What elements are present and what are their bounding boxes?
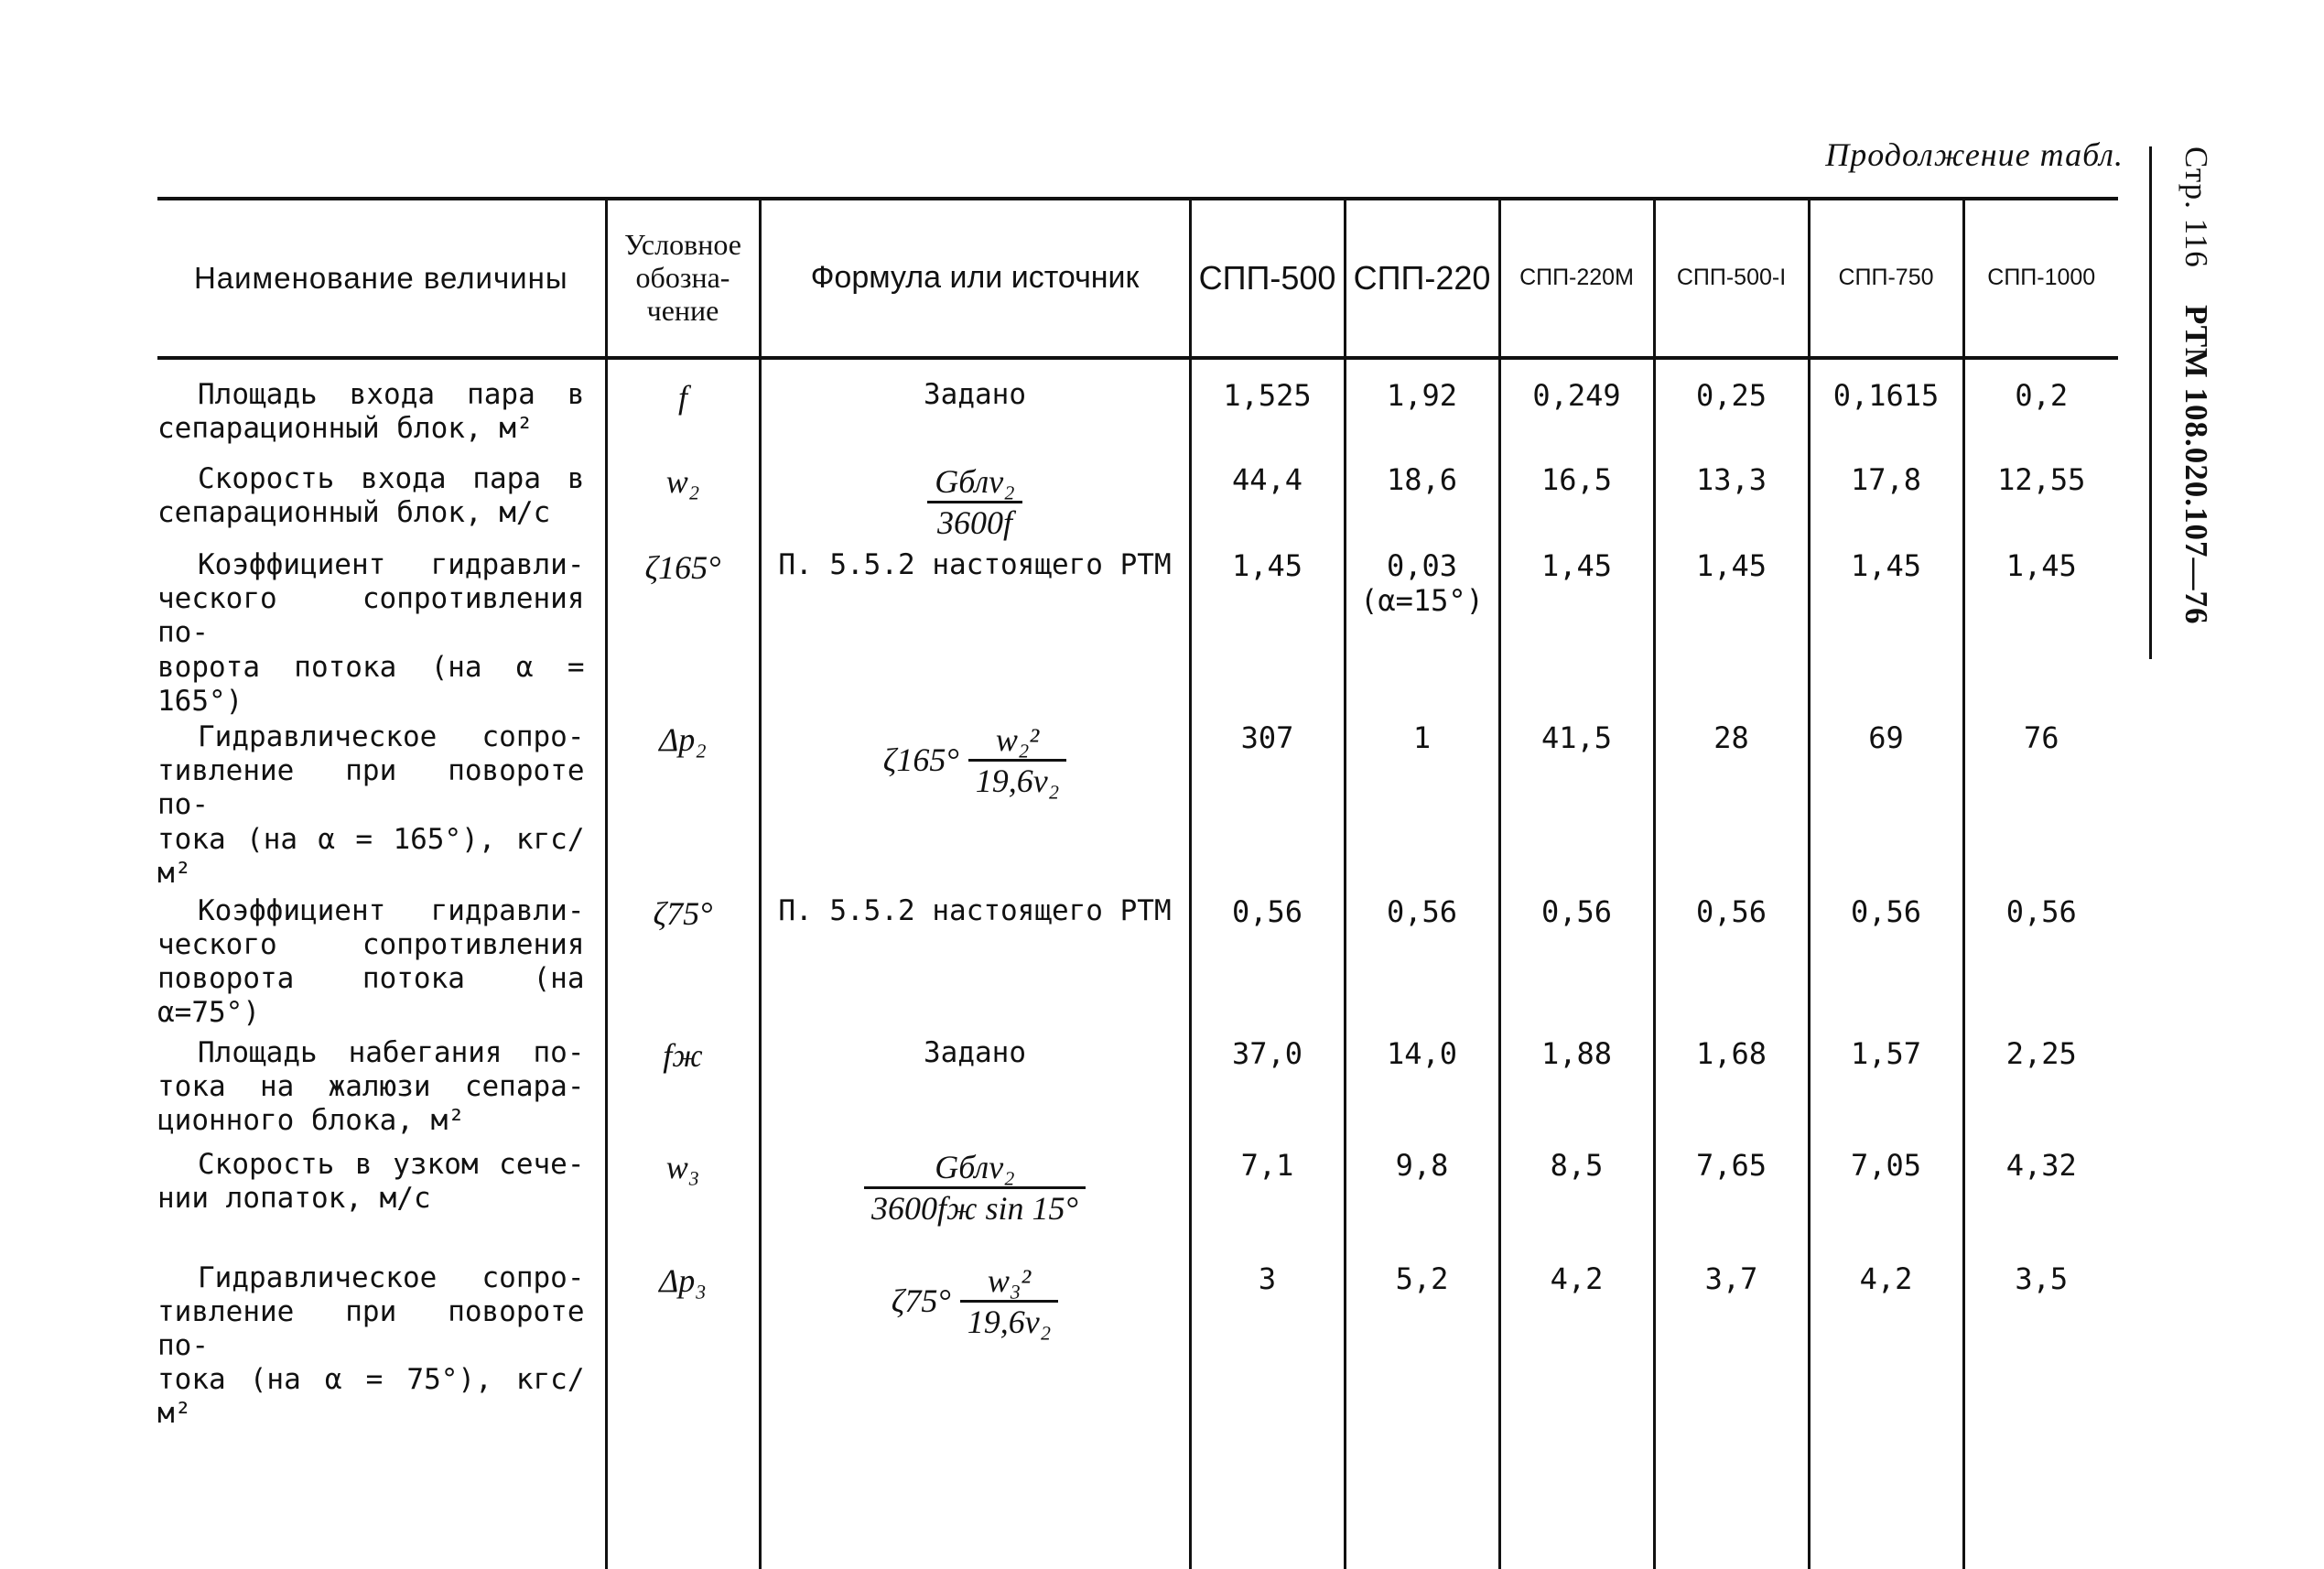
row-value (1809, 1260, 1963, 1432)
blank-cell (157, 1432, 606, 1569)
row-value-text: 3,7 (1704, 1261, 1758, 1296)
header-col-3: СПП-220М (1499, 199, 1654, 358)
formula-numerator: w₂² (968, 720, 1067, 762)
formula-coefficient: ζ75° (891, 1282, 951, 1320)
header-col-5: СПП-750 (1809, 199, 1963, 358)
row-symbol: Δp₃ (606, 1260, 760, 1432)
row-value-text: 4,32 (2005, 1147, 2077, 1183)
row-value (1190, 546, 1345, 719)
row-value-text: 4,2 (1550, 1261, 1604, 1296)
row-value (1190, 1141, 1345, 1260)
row-name-line: Скорость входа пара в (198, 462, 585, 495)
row-name-line: Площадь набегания по- (198, 1035, 585, 1069)
row-formula (760, 1260, 1190, 1432)
row-value (1499, 719, 1654, 891)
row-value (1499, 1260, 1654, 1432)
row-name-line: тивление при повороте по- (157, 754, 585, 822)
formula-denominator: 3600fж sin 15° (871, 1189, 1078, 1227)
row-symbol: ζ165° (606, 546, 760, 719)
row-value-text: 0,56 (1850, 893, 1922, 929)
row-value (1190, 459, 1345, 546)
formula-denominator: 19,6v₂ (975, 762, 1060, 799)
row-value (1499, 358, 1654, 459)
side-document-code: РТМ 108.020.107—76 (2178, 304, 2214, 625)
blank-cell (1345, 1432, 1499, 1569)
table-blank-row (157, 1432, 2118, 1569)
row-value (1345, 546, 1499, 719)
row-name-line: Скорость в узком сече- (198, 1147, 585, 1181)
header-symbol: Условное обозна- чение (606, 199, 760, 358)
row-value (1345, 1031, 1499, 1141)
row-value-text: 14,0 (1386, 1035, 1458, 1071)
row-value-text: 69 (1868, 720, 1904, 755)
row-value (1190, 358, 1345, 459)
row-value-text: 0,56 (1386, 893, 1458, 929)
row-value (1499, 459, 1654, 546)
table-header-row (157, 199, 2118, 358)
table-row (157, 719, 2118, 891)
row-value-text: 9,8 (1395, 1147, 1449, 1183)
formula-denominator: 19,6v₂ (967, 1303, 1052, 1340)
table-row (157, 546, 2118, 719)
row-value (1654, 358, 1809, 459)
blank-cell (1190, 1432, 1345, 1569)
row-value-text: 1,45 (1850, 548, 1922, 583)
row-name (157, 1260, 606, 1432)
row-value (1963, 891, 2118, 1031)
row-name-line: сепарационный блок, м² (157, 412, 534, 446)
row-value-text: 41,5 (1540, 720, 1613, 755)
row-value (1345, 1260, 1499, 1432)
row-value (1345, 1141, 1499, 1260)
row-source: Задано (760, 1031, 1190, 1141)
row-value-text: 76 (2023, 720, 2059, 755)
row-value-text: 7,65 (1695, 1147, 1767, 1183)
row-name-line: поворота потока (на α=75°) (157, 962, 585, 1030)
row-value (1809, 1031, 1963, 1141)
row-value (1809, 1141, 1963, 1260)
row-value-text: 18,6 (1386, 462, 1458, 497)
row-value (1345, 719, 1499, 891)
formula-fraction (960, 1261, 1059, 1341)
row-value (1190, 1031, 1345, 1141)
row-value-text: 5,2 (1395, 1261, 1449, 1296)
row-value (1190, 1260, 1345, 1432)
row-value (1963, 358, 2118, 459)
row-name-line: Площадь входа пара в (198, 378, 585, 411)
row-name-line: нии лопаток, м/с (157, 1181, 431, 1215)
row-source: П. 5.5.2 настоящего РТМ (760, 546, 1190, 719)
row-name (157, 1031, 606, 1141)
row-formula (760, 719, 1190, 891)
row-value-text: 1,57 (1850, 1035, 1922, 1071)
row-value-text: 1,68 (1695, 1035, 1767, 1071)
blank-cell (1499, 1432, 1654, 1569)
row-value-text: 8,5 (1550, 1147, 1604, 1183)
row-value (1345, 459, 1499, 546)
row-value-text: 17,8 (1850, 462, 1922, 497)
row-formula (760, 1141, 1190, 1260)
row-value (1499, 546, 1654, 719)
header-col-6: СПП-1000 (1963, 199, 2118, 358)
row-name-line: Гидравлическое сопро- (198, 720, 585, 753)
row-value-text: 13,3 (1695, 462, 1767, 497)
formula-coefficient: ζ165° (882, 741, 959, 779)
blank-cell (606, 1432, 760, 1569)
formula-fraction (927, 462, 1021, 542)
row-value (1963, 719, 2118, 891)
row-value-text: 0,56 (2005, 893, 2077, 929)
row-value-text: 4,2 (1859, 1261, 1913, 1296)
row-value-text: 1,45 (1695, 548, 1767, 583)
row-value (1654, 459, 1809, 546)
row-formula (760, 459, 1190, 546)
row-name (157, 459, 606, 546)
header-col-2: СПП-220 (1345, 199, 1499, 358)
table-row (157, 1141, 2118, 1260)
row-value-text: 12,55 (1997, 462, 2086, 497)
header-col-1: СПП-500 (1190, 199, 1345, 358)
row-value-text: 1 (1412, 720, 1432, 755)
row-value (1963, 1141, 2118, 1260)
row-value-text: 37,0 (1231, 1035, 1303, 1071)
row-value (1345, 891, 1499, 1031)
row-value-text: 1,88 (1540, 1035, 1613, 1071)
blank-cell (1654, 1432, 1809, 1569)
row-value (1654, 1031, 1809, 1141)
row-value (1809, 546, 1963, 719)
row-value-text: 0,56 (1540, 893, 1613, 929)
row-value (1499, 1031, 1654, 1141)
row-value (1809, 719, 1963, 891)
row-value-text: 1,525 (1223, 378, 1312, 413)
row-value-text: 1,45 (2005, 548, 2077, 583)
row-name-line: тока на жалюзи сепара- (157, 1069, 585, 1103)
row-value-text: 3 (1258, 1261, 1277, 1296)
row-value-text: 1,45 (1231, 548, 1303, 583)
blank-cell (760, 1432, 1190, 1569)
row-value (1190, 719, 1345, 891)
row-value-text: 0,03 (1386, 548, 1458, 583)
continuation-title: Продолжение табл. (1825, 136, 2124, 173)
row-value (1809, 459, 1963, 546)
row-name-line: сепарационный блок, м/с (157, 496, 551, 530)
row-value-text: 0,56 (1695, 893, 1767, 929)
row-value-text: 1,45 (1540, 548, 1613, 583)
blank-cell (1963, 1432, 2118, 1569)
row-value (1499, 891, 1654, 1031)
row-value (1654, 719, 1809, 891)
row-symbol: ζ75° (606, 891, 760, 1031)
row-value (1654, 891, 1809, 1031)
row-name-line: ческого сопротивления по- (157, 582, 585, 650)
row-value-text: 307 (1240, 720, 1294, 755)
row-value (1963, 1031, 2118, 1141)
row-value (1190, 891, 1345, 1031)
row-name-line: Гидравлическое сопро- (198, 1261, 585, 1294)
row-value-text: 44,4 (1231, 462, 1303, 497)
row-name (157, 891, 606, 1031)
table-row (157, 459, 2118, 546)
row-value (1963, 459, 2118, 546)
row-value-text: 0,249 (1532, 378, 1621, 413)
row-value-text: 1,92 (1386, 378, 1458, 413)
row-value (1499, 1141, 1654, 1260)
table-row (157, 891, 2118, 1031)
row-value-text: 28 (1713, 720, 1749, 755)
row-name-line: ционного блока, м² (157, 1104, 465, 1137)
table-row (157, 1031, 2118, 1141)
row-name-line: тока (на α = 75°), кгс/м² (157, 1363, 585, 1431)
row-value-text: 0,2 (2015, 378, 2069, 413)
table-row (157, 358, 2118, 459)
row-symbol: w₂ (606, 459, 760, 546)
table-row (157, 1260, 2118, 1432)
row-value (1654, 546, 1809, 719)
row-value-text: 16,5 (1540, 462, 1613, 497)
row-value (1654, 1141, 1809, 1260)
formula-numerator: Gблv₂ (927, 462, 1021, 503)
row-name-line: Коэффициент гидравли- (198, 893, 585, 927)
side-page-number: Стр. 116 (2178, 146, 2214, 268)
blank-cell (1809, 1432, 1963, 1569)
formula-numerator: Gблv₂ (864, 1148, 1086, 1189)
row-value-text: 0,1615 (1832, 378, 1940, 413)
row-value-text: 7,1 (1240, 1147, 1294, 1183)
row-value (1963, 546, 2118, 719)
parameters-table (157, 197, 2118, 1569)
row-source: П. 5.5.2 настоящего РТМ (760, 891, 1190, 1031)
row-name-line: тивление при повороте по- (157, 1294, 585, 1362)
formula-numerator: w₃² (960, 1261, 1059, 1303)
row-value (1809, 891, 1963, 1031)
row-value-text: 3,5 (2015, 1261, 2069, 1296)
header-col-4: СПП-500-I (1654, 199, 1809, 358)
formula-fraction (968, 720, 1067, 800)
row-value (1809, 358, 1963, 459)
row-value (1345, 358, 1499, 459)
row-value (1654, 1260, 1809, 1432)
row-symbol: Δp₂ (606, 719, 760, 891)
header-source: Формула или источник (760, 199, 1190, 358)
row-value-text: 7,05 (1850, 1147, 1922, 1183)
row-value (1963, 1260, 2118, 1432)
row-name (157, 719, 606, 891)
row-value-text: 0,56 (1231, 893, 1303, 929)
value-note: (α=15°) (1360, 583, 1484, 618)
header-name: Наименование величины (157, 199, 606, 358)
row-value-text: 0,25 (1695, 378, 1767, 413)
row-source: Задано (760, 358, 1190, 459)
row-name-line: Коэффициент гидравли- (198, 548, 585, 581)
row-name (157, 1141, 606, 1260)
row-name-line: ческого сопротивления (157, 928, 585, 962)
row-name-line: тока (на α = 165°), кгс/м² (157, 822, 585, 890)
row-symbol: fж (606, 1031, 760, 1141)
row-symbol: w₃ (606, 1141, 760, 1260)
row-value-text: 2,25 (2005, 1035, 2077, 1071)
row-name (157, 358, 606, 459)
formula-denominator: 3600f (936, 504, 1012, 541)
row-name (157, 546, 606, 719)
row-name-line: ворота потока (на α = 165°) (157, 650, 585, 718)
side-running-header (2149, 146, 2214, 659)
formula-fraction (864, 1148, 1086, 1228)
row-symbol: f (606, 358, 760, 459)
